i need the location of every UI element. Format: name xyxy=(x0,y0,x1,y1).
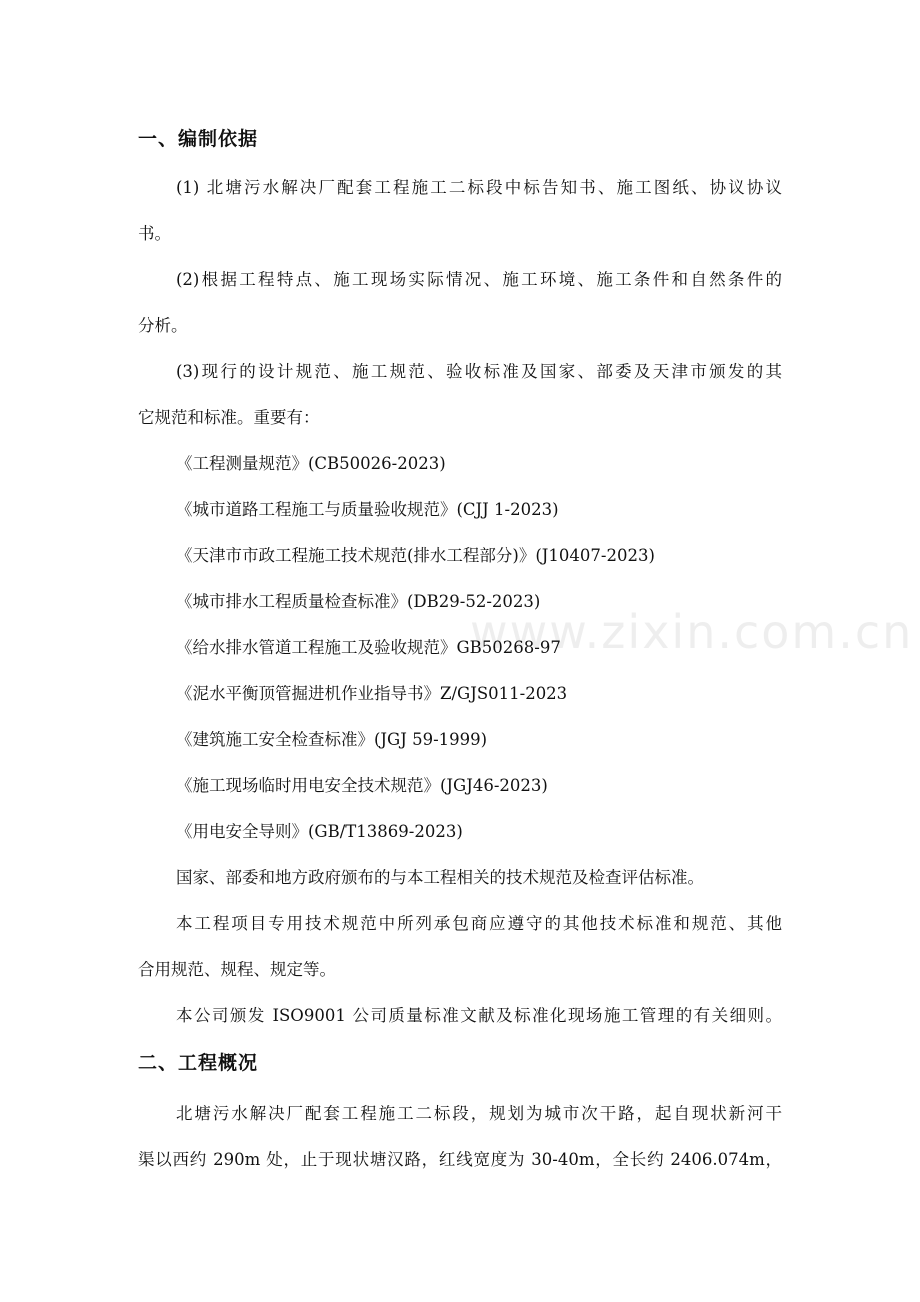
standard-item: 《给水排水管道工程施工及验收规范》GB50268-97 xyxy=(176,638,561,657)
standard-item: 《城市道路工程施工与质量验收规范》(CJJ 1-2023) xyxy=(176,500,559,519)
standard-item: 《用电安全导则》(GB/T13869-2023) xyxy=(176,822,463,841)
section-1-heading: 一、编制依据 xyxy=(138,128,259,150)
basis-item-1-line-2: 书。 xyxy=(138,224,171,243)
overview-line-1: 北塘污水解决厂配套工程施工二标段，规划为城市次干路，起自现状新河干 xyxy=(176,1104,782,1123)
overview-line-2: 渠以西约 290m 处，止于现状塘汉路，红线宽度为 30-40m，全长约 2406.074m， xyxy=(138,1150,782,1169)
standard-item: 《工程测量规范》(CB50026-2023) xyxy=(176,454,446,473)
standard-item: 《泥水平衡顶管掘进机作业指导书》Z/GJS011-2023 xyxy=(176,684,568,703)
standard-item: 《城市排水工程质量检查标准》(DB29-52-2023) xyxy=(176,592,541,611)
basis-paragraph-project-line-2: 合用规范、规程、规定等。 xyxy=(138,960,336,979)
watermark: www.zixin.com.cn xyxy=(470,605,914,659)
basis-item-3-line-1: (3)现行的设计规范、施工规范、验收标准及国家、部委及天津市颁发的其 xyxy=(176,362,782,381)
basis-item-2-line-1: (2)根据工程特点、施工现场实际情况、施工环境、施工条件和自然条件的 xyxy=(176,270,782,289)
standard-item: 《建筑施工安全检查标准》(JGJ 59-1999) xyxy=(176,730,488,749)
basis-item-3-line-2: 它规范和标准。重要有： xyxy=(138,408,320,427)
basis-item-2-line-2: 分析。 xyxy=(138,316,188,335)
section-2-heading: 二、工程概况 xyxy=(138,1052,259,1074)
basis-paragraph-project-line-1: 本工程项目专用技术规范中所列承包商应遵守的其他技术标准和规范、其他 xyxy=(176,914,782,933)
basis-paragraph-national: 国家、部委和地方政府颁布的与本工程相关的技术规范及检查评估标准。 xyxy=(176,868,704,887)
standard-item: 《天津市市政工程施工技术规范(排水工程部分)》(J10407-2023) xyxy=(176,546,655,565)
standard-item: 《施工现场临时用电安全技术规范》(JGJ46-2023) xyxy=(176,776,548,795)
basis-paragraph-company: 本公司颁发 ISO9001 公司质量标准文献及标准化现场施工管理的有关细则。 xyxy=(176,1006,782,1025)
basis-item-1-line-1: (1) 北塘污水解决厂配套工程施工二标段中标告知书、施工图纸、协议协议 xyxy=(176,178,782,197)
